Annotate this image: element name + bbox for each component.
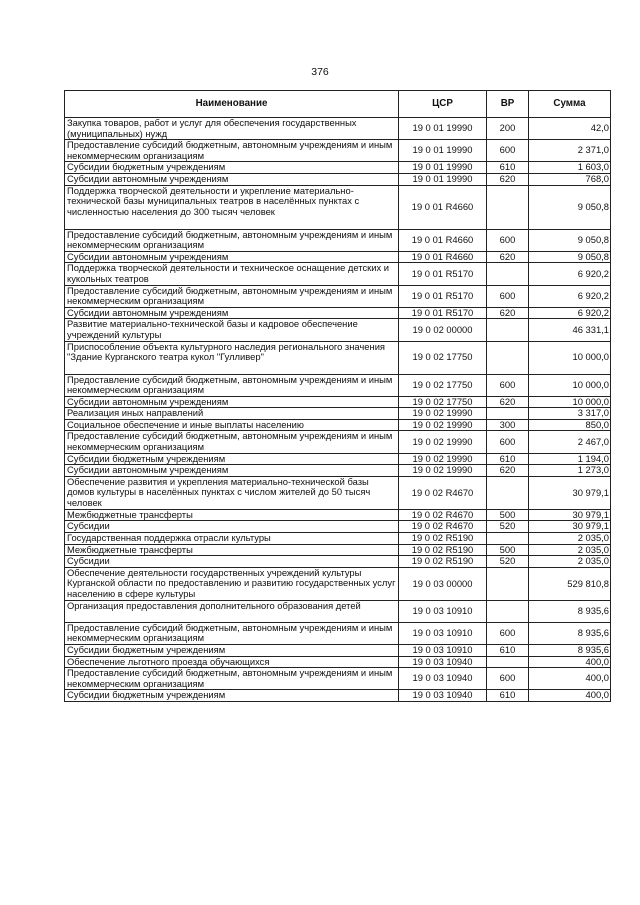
- row-sum-cell: 10 000,0: [529, 374, 611, 396]
- table-row: [65, 162, 611, 174]
- row-vr-cell: [487, 567, 529, 600]
- table-row: [65, 465, 611, 477]
- row-name-cell: Предоставление субсидий бюджетным, автономным учреждениям и иным некоммерческим организациям: [65, 229, 399, 251]
- row-sum-cell: 8 935,6: [529, 622, 611, 644]
- row-csr-cell: 19 0 01 19990: [399, 118, 487, 140]
- row-name-cell: Межбюджетные трансферты: [65, 544, 399, 556]
- row-sum-cell: 1 194,0: [529, 453, 611, 465]
- row-vr-cell: 620: [487, 173, 529, 185]
- row-name-cell: Субсидии автономным учреждениям: [65, 465, 399, 477]
- row-csr-cell: 19 0 02 17750: [399, 341, 487, 374]
- row-sum-cell: 8 935,6: [529, 600, 611, 622]
- table-row: [65, 251, 611, 263]
- row-name-cell: Субсидии автономным учреждениям: [65, 307, 399, 319]
- page-number: 376: [311, 66, 329, 78]
- row-sum-cell: 6 920,2: [529, 307, 611, 319]
- row-name-cell: Предоставление субсидий бюджетным, автономным учреждениям и иным некоммерческим организациям: [65, 285, 399, 307]
- row-csr-cell: 19 0 03 10940: [399, 668, 487, 690]
- row-sum-cell: 30 979,1: [529, 521, 611, 533]
- row-csr-cell: 19 0 03 10940: [399, 690, 487, 702]
- row-sum-cell: 6 920,2: [529, 285, 611, 307]
- row-vr-cell: 600: [487, 229, 529, 251]
- row-csr-cell: 19 0 03 00000: [399, 567, 487, 600]
- row-name-cell: Субсидии бюджетным учреждениям: [65, 645, 399, 657]
- row-name-cell: Поддержка творческой деятельности и укрепление материально-технической базы муниципальных театров в населённых пунктах с численностью населения до 300 тысяч человек: [65, 185, 399, 229]
- row-vr-cell: 500: [487, 509, 529, 521]
- table-row: [65, 229, 611, 251]
- row-sum-cell: 30 979,1: [529, 509, 611, 521]
- table-row: [65, 453, 611, 465]
- row-vr-cell: [487, 476, 529, 509]
- row-csr-cell: 19 0 01 R5170: [399, 263, 487, 285]
- row-vr-cell: [487, 319, 529, 341]
- row-sum-cell: 1 273,0: [529, 465, 611, 477]
- row-vr-cell: 610: [487, 453, 529, 465]
- row-sum-cell: 2 035,0: [529, 533, 611, 545]
- header-vr: ВР: [487, 91, 529, 118]
- table-row: [65, 533, 611, 545]
- row-csr-cell: 19 0 02 19990: [399, 465, 487, 477]
- row-vr-cell: [487, 408, 529, 420]
- row-name-cell: Предоставление субсидий бюджетным, автономным учреждениям и иным некоммерческим организациям: [65, 140, 399, 162]
- row-vr-cell: [487, 600, 529, 622]
- row-name-cell: Предоставление субсидий бюджетным, автономным учреждениям и иным некоммерческим организациям: [65, 668, 399, 690]
- row-csr-cell: 19 0 02 R4670: [399, 509, 487, 521]
- row-vr-cell: 200: [487, 118, 529, 140]
- row-name-cell: Межбюджетные трансферты: [65, 509, 399, 521]
- row-csr-cell: 19 0 01 R5170: [399, 285, 487, 307]
- table-row: [65, 521, 611, 533]
- row-csr-cell: 19 0 03 10910: [399, 622, 487, 644]
- row-sum-cell: 2 035,0: [529, 556, 611, 568]
- row-csr-cell: 19 0 02 R4670: [399, 521, 487, 533]
- table-row: [65, 307, 611, 319]
- row-sum-cell: 400,0: [529, 656, 611, 668]
- row-name-cell: Субсидии бюджетным учреждениям: [65, 162, 399, 174]
- row-sum-cell: 400,0: [529, 668, 611, 690]
- row-csr-cell: 19 0 02 17750: [399, 374, 487, 396]
- row-name-cell: Обеспечение деятельности государственных учреждений культуры Курганской области по предоставлению и развитию государственных услуг населению в сфере культуры: [65, 567, 399, 600]
- row-csr-cell: 19 0 01 19990: [399, 140, 487, 162]
- row-name-cell: Обеспечение льготного проезда обучающихся: [65, 656, 399, 668]
- table-row: [65, 319, 611, 341]
- table-row: [65, 600, 611, 622]
- table-row: [65, 556, 611, 568]
- row-vr-cell: 610: [487, 162, 529, 174]
- table-row: [65, 173, 611, 185]
- row-csr-cell: 19 0 02 R4670: [399, 476, 487, 509]
- row-sum-cell: 9 050,8: [529, 229, 611, 251]
- table-row: [65, 263, 611, 285]
- row-csr-cell: 19 0 02 19990: [399, 431, 487, 453]
- row-sum-cell: 42,0: [529, 118, 611, 140]
- table-header-row: [65, 91, 611, 118]
- row-vr-cell: 520: [487, 556, 529, 568]
- row-name-cell: Субсидии бюджетным учреждениям: [65, 453, 399, 465]
- row-vr-cell: [487, 533, 529, 545]
- row-vr-cell: [487, 656, 529, 668]
- table-row: [65, 476, 611, 509]
- row-csr-cell: 19 0 01 R4660: [399, 251, 487, 263]
- row-csr-cell: 19 0 03 10910: [399, 600, 487, 622]
- table-row: [65, 419, 611, 431]
- row-name-cell: Предоставление субсидий бюджетным, автономным учреждениям и иным некоммерческим организациям: [65, 431, 399, 453]
- table-row: [65, 341, 611, 374]
- row-name-cell: Субсидии: [65, 556, 399, 568]
- header-sum: Сумма: [529, 91, 611, 118]
- header-name: Наименование: [65, 91, 399, 118]
- row-name-cell: Приспособление объекта культурного наследия регионального значения "Здание Курганского театра кукол "Гулливер": [65, 341, 399, 374]
- row-sum-cell: 529 810,8: [529, 567, 611, 600]
- row-vr-cell: 610: [487, 645, 529, 657]
- row-name-cell: Развитие материально-технической базы и кадровое обеспечение учреждений культуры: [65, 319, 399, 341]
- row-name-cell: Обеспечение развития и укрепления материально-технической базы домов культуры в населённых пунктах с числом жителей до 50 тысяч человек: [65, 476, 399, 509]
- row-name-cell: Предоставление субсидий бюджетным, автономным учреждениям и иным некоммерческим организациям: [65, 622, 399, 644]
- row-vr-cell: 610: [487, 690, 529, 702]
- row-vr-cell: 600: [487, 140, 529, 162]
- table-row: [65, 509, 611, 521]
- row-vr-cell: 600: [487, 374, 529, 396]
- row-sum-cell: 2 467,0: [529, 431, 611, 453]
- row-vr-cell: [487, 341, 529, 374]
- row-sum-cell: 9 050,8: [529, 185, 611, 229]
- table-row: [65, 140, 611, 162]
- header-csr: ЦСР: [399, 91, 487, 118]
- table-body: [65, 118, 611, 702]
- table-row: [65, 374, 611, 396]
- row-name-cell: Социальное обеспечение и иные выплаты населению: [65, 419, 399, 431]
- row-sum-cell: 30 979,1: [529, 476, 611, 509]
- row-name-cell: Поддержка творческой деятельности и техническое оснащение детских и кукольных театров: [65, 263, 399, 285]
- row-sum-cell: 8 935,6: [529, 645, 611, 657]
- row-name-cell: Субсидии бюджетным учреждениям: [65, 690, 399, 702]
- row-csr-cell: 19 0 01 R5170: [399, 307, 487, 319]
- row-sum-cell: 2 371,0: [529, 140, 611, 162]
- row-name-cell: Субсидии автономным учреждениям: [65, 396, 399, 408]
- row-name-cell: Предоставление субсидий бюджетным, автономным учреждениям и иным некоммерческим организациям: [65, 374, 399, 396]
- row-csr-cell: 19 0 01 R4660: [399, 185, 487, 229]
- table-row: [65, 656, 611, 668]
- row-sum-cell: 10 000,0: [529, 396, 611, 408]
- row-vr-cell: 620: [487, 465, 529, 477]
- table-row: [65, 285, 611, 307]
- row-name-cell: Организация предоставления дополнительного образования детей: [65, 600, 399, 622]
- table-row: [65, 645, 611, 657]
- row-name-cell: Субсидии: [65, 521, 399, 533]
- row-vr-cell: 600: [487, 285, 529, 307]
- row-csr-cell: 19 0 02 19990: [399, 453, 487, 465]
- row-name-cell: Государственная поддержка отрасли культуры: [65, 533, 399, 545]
- row-vr-cell: 300: [487, 419, 529, 431]
- row-csr-cell: 19 0 02 17750: [399, 396, 487, 408]
- budget-table: [64, 90, 611, 702]
- row-sum-cell: 2 035,0: [529, 544, 611, 556]
- table-row: [65, 544, 611, 556]
- row-sum-cell: 768,0: [529, 173, 611, 185]
- row-name-cell: Закупка товаров, работ и услуг для обеспечения государственных (муниципальных) нужд: [65, 118, 399, 140]
- table-row: [65, 668, 611, 690]
- row-csr-cell: 19 0 03 10910: [399, 645, 487, 657]
- row-vr-cell: 600: [487, 668, 529, 690]
- table-row: [65, 622, 611, 644]
- row-csr-cell: 19 0 02 19990: [399, 408, 487, 420]
- row-sum-cell: 10 000,0: [529, 341, 611, 374]
- table-row: [65, 185, 611, 229]
- row-sum-cell: 3 317,0: [529, 408, 611, 420]
- row-vr-cell: 620: [487, 396, 529, 408]
- table-row: [65, 431, 611, 453]
- row-name-cell: Субсидии автономным учреждениям: [65, 173, 399, 185]
- row-csr-cell: 19 0 02 R5190: [399, 544, 487, 556]
- row-sum-cell: 1 603,0: [529, 162, 611, 174]
- row-csr-cell: 19 0 01 19990: [399, 162, 487, 174]
- row-csr-cell: 19 0 02 R5190: [399, 533, 487, 545]
- row-vr-cell: 520: [487, 521, 529, 533]
- table-row: [65, 690, 611, 702]
- row-vr-cell: 620: [487, 251, 529, 263]
- row-sum-cell: 850,0: [529, 419, 611, 431]
- row-name-cell: Реализация иных направлений: [65, 408, 399, 420]
- row-name-cell: Субсидии автономным учреждениям: [65, 251, 399, 263]
- row-vr-cell: 500: [487, 544, 529, 556]
- row-csr-cell: 19 0 02 19990: [399, 419, 487, 431]
- row-csr-cell: 19 0 03 10940: [399, 656, 487, 668]
- row-vr-cell: 600: [487, 431, 529, 453]
- row-sum-cell: 6 920,2: [529, 263, 611, 285]
- row-sum-cell: 400,0: [529, 690, 611, 702]
- table-row: [65, 567, 611, 600]
- row-csr-cell: 19 0 01 R4660: [399, 229, 487, 251]
- table-row: [65, 396, 611, 408]
- row-vr-cell: [487, 185, 529, 229]
- row-vr-cell: 620: [487, 307, 529, 319]
- row-sum-cell: 9 050,8: [529, 251, 611, 263]
- row-vr-cell: [487, 263, 529, 285]
- row-sum-cell: 46 331,1: [529, 319, 611, 341]
- row-csr-cell: 19 0 02 00000: [399, 319, 487, 341]
- row-csr-cell: 19 0 01 19990: [399, 173, 487, 185]
- row-csr-cell: 19 0 02 R5190: [399, 556, 487, 568]
- row-vr-cell: 600: [487, 622, 529, 644]
- table-row: [65, 118, 611, 140]
- table-row: [65, 408, 611, 420]
